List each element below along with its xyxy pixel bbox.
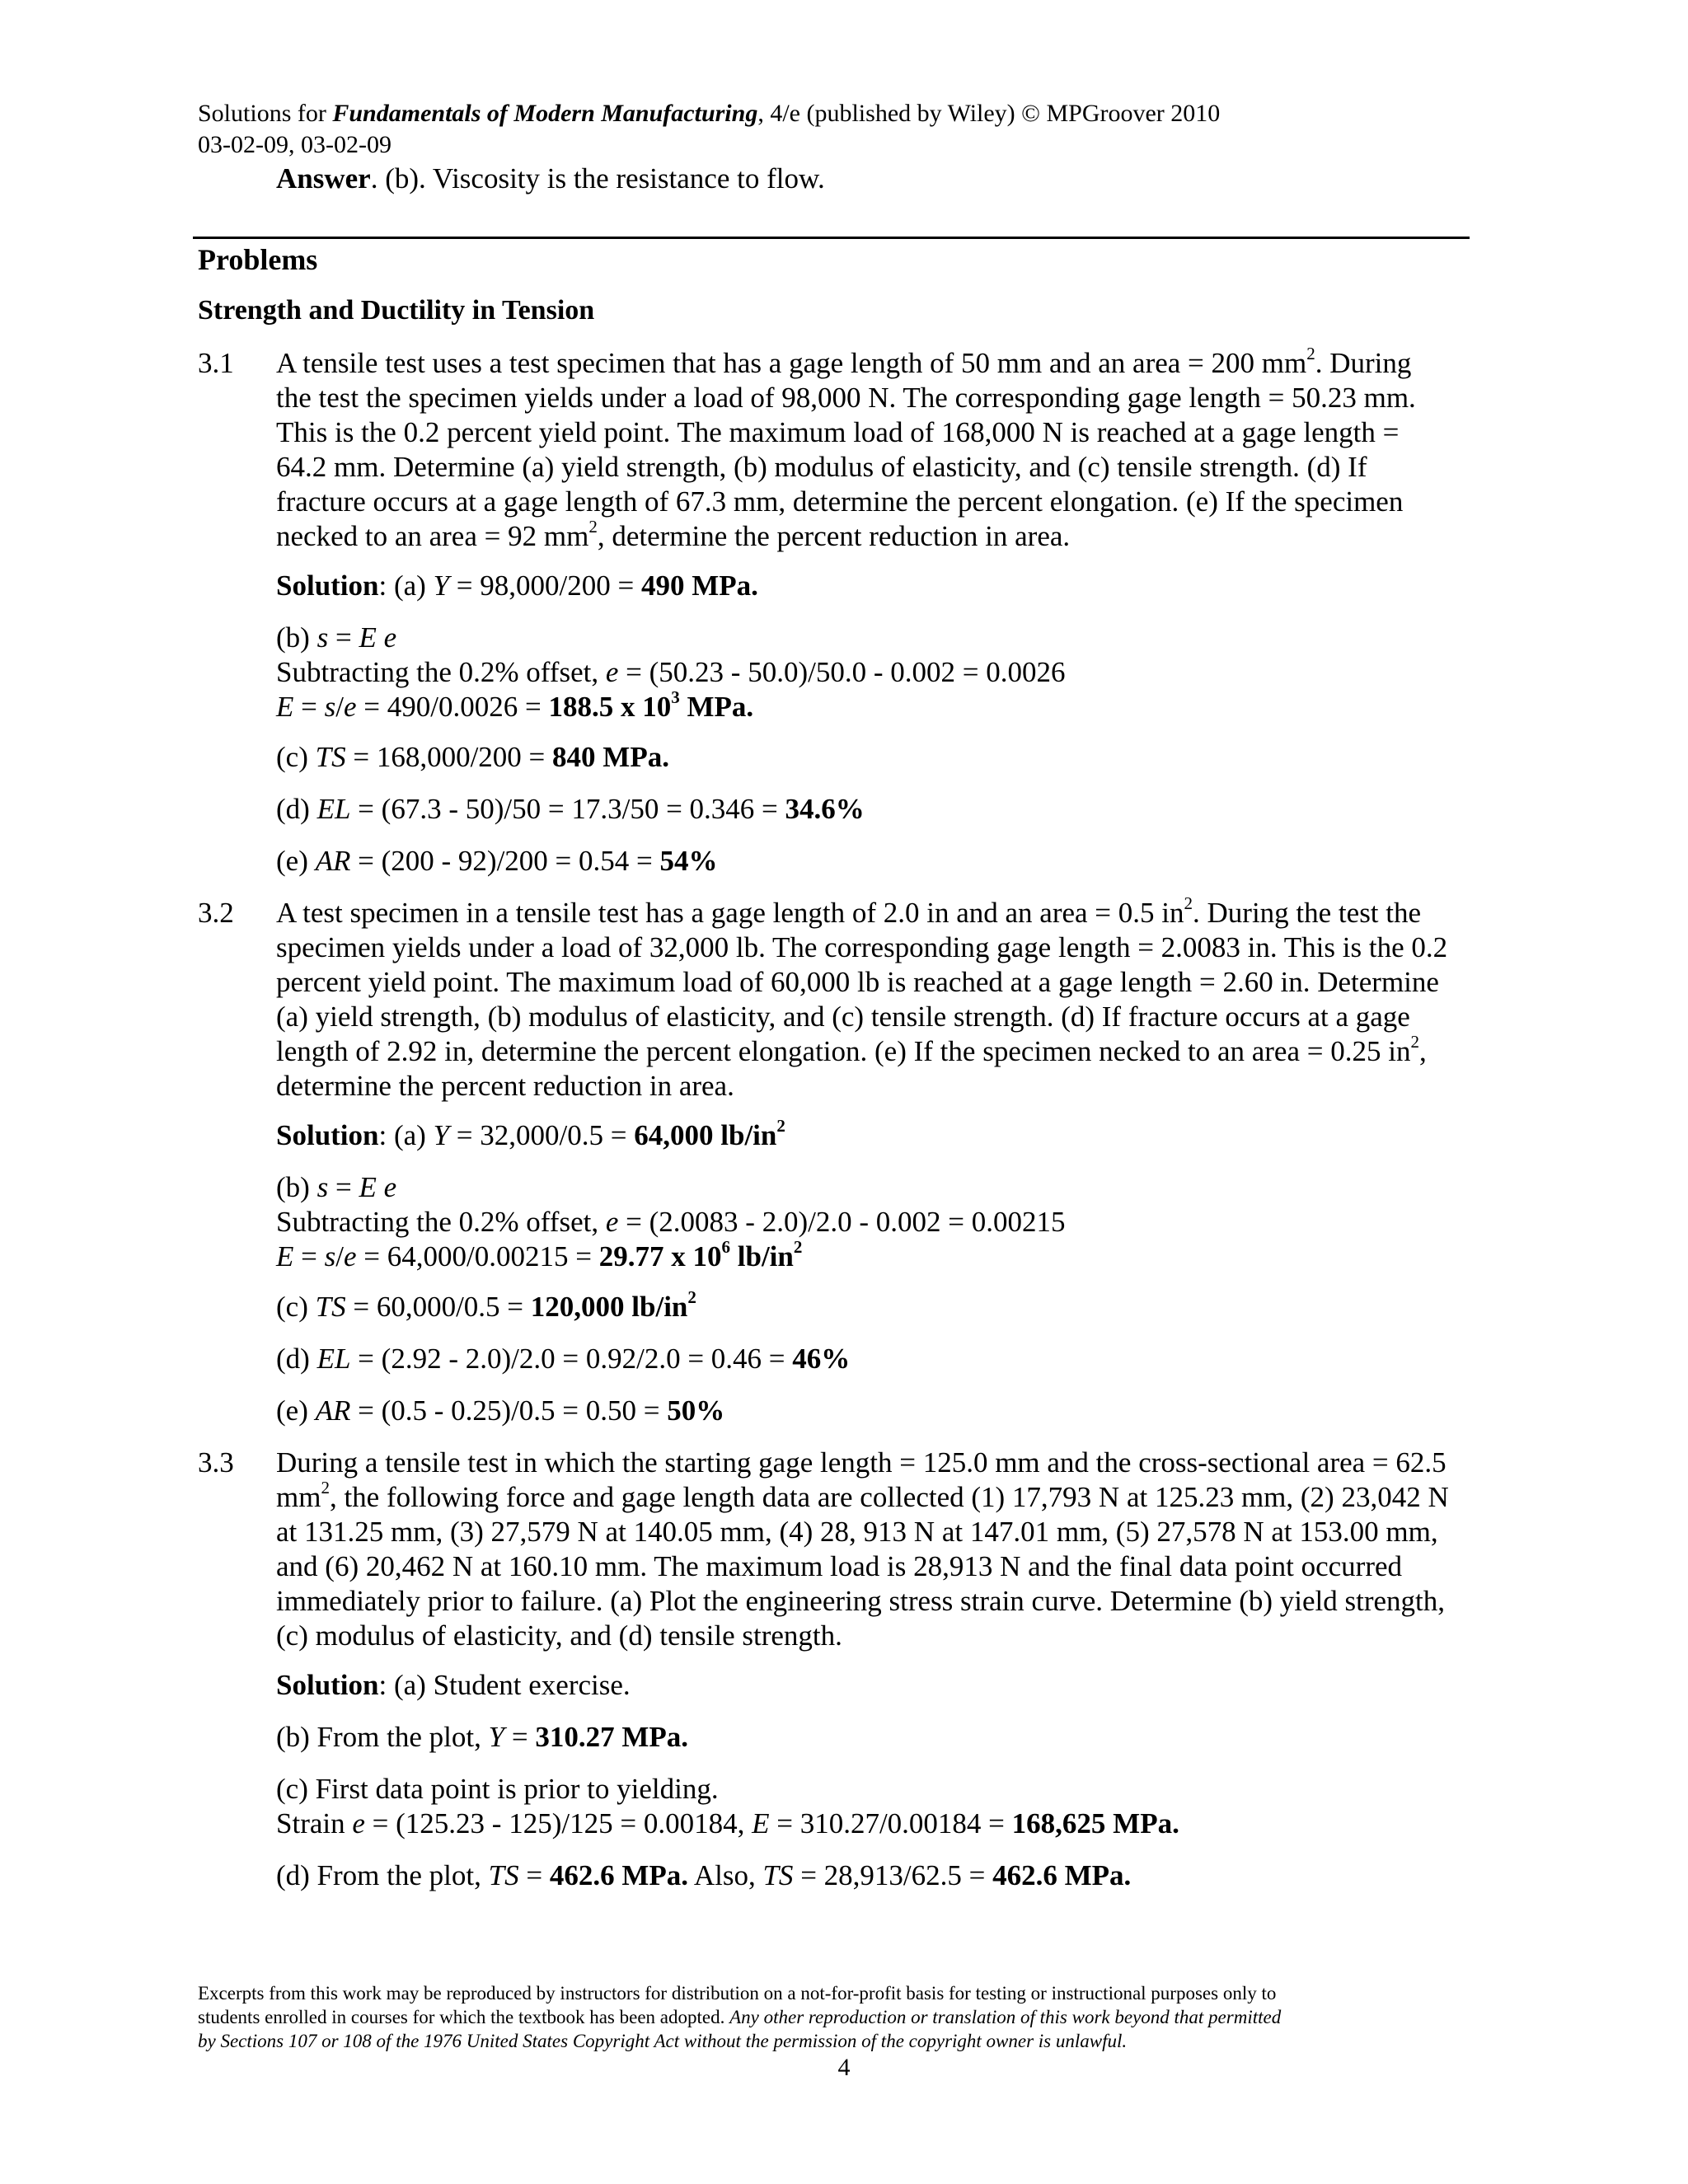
solution-3-1-c: (c) TS = 168,000/200 = 840 MPa. xyxy=(276,741,669,773)
problem-line: fracture occurs at a gage length of 67.3 mm, determine the percent elongation. (e) If the specimen xyxy=(276,485,1404,518)
problem-line: (c) modulus of elasticity, and (d) tensile strength. xyxy=(276,1619,842,1652)
section-title: Problems xyxy=(198,243,318,276)
problem-line: 64.2 mm. Determine (a) yield strength, (b) modulus of elasticity, and (c) tensile strength. (d) If xyxy=(276,451,1367,483)
solution-3-2-c: (c) TS = 60,000/0.5 = 120,000 $lb/in^2$ xyxy=(276,1287,696,1323)
answer-label: Answer xyxy=(276,162,371,194)
problem-line: percent yield point. The maximum load of 60,000 lb is reached at a gage length = 2.60 in. Determine xyxy=(276,966,1439,998)
problem-line: at 131.25 mm, (3) 27,579 N at 140.05 mm, (4) 28, 913 N at 147.01 mm, (5) 27,578 N at 153.00 mm, xyxy=(276,1516,1438,1548)
problem-line: A tensile test uses a test specimen that has a gage length of 50 mm and an area = 200 $mm^2$. During xyxy=(276,344,1412,379)
problem-line: length of 2.92 in, determine the percent elongation. (e) If the specimen necked to an area = 0.25 $in^2$, xyxy=(276,1032,1427,1067)
problem-line: $mm^2$, the following force and gage length data are collected (1) 17,793 N at 125.23 mm, (2) 23,042 N xyxy=(276,1478,1449,1513)
problem-number-3-1: 3.1 xyxy=(198,347,234,379)
header-prefix: Solutions for xyxy=(198,100,333,127)
problem-line: necked to an area = 92 $mm^2$, determine the percent reduction in area. xyxy=(276,517,1071,552)
header-book-title: Fundamentals of Modern Manufacturing xyxy=(332,100,758,127)
problem-line: A test specimen in a tensile test has a gage length of 2.0 in and an area = 0.5 $in^2$. During the test the xyxy=(276,893,1422,929)
problem-number-3-3: 3.3 xyxy=(198,1446,234,1479)
page-number: 4 xyxy=(837,2054,851,2081)
header-suffix: , 4/e (published by Wiley) © MPGroover 2010 xyxy=(757,100,1221,127)
solution-3-1-d: (d) EL = (67.3 - 50)/50 = 17.3/50 = 0.346 = 34.6% xyxy=(276,793,865,825)
footer-line: Excerpts from this work may be reproduced by instructors for distribution on a not-for-profit basis for testing or instructional purposes only to xyxy=(198,1983,1277,2004)
problem-3-2-statement xyxy=(276,893,1463,1104)
solution-3-2-b: (b) s = E e Subtracting the 0.2% offset, e = (2.0083 - 2.0)/2.0 - 0.002 = 0.00215 E = s/e = 64,000/0.00215 = 29.77 x $10^6$ $lb/in^2$ xyxy=(276,1171,1066,1272)
problem-line: This is the 0.2 percent yield point. The maximum load of 168,000 N is reached at a gage length = xyxy=(276,416,1400,448)
problem-3-3-statement xyxy=(276,1446,1463,1653)
answer-line xyxy=(276,162,825,196)
header-codes: 03-02-09, 03-02-09 xyxy=(198,131,392,158)
footer-line: students enrolled in courses for which the textbook has been adopted. Any other reproduction or translation of this work beyond that permitted xyxy=(198,2007,1282,2027)
solution-3-1-a: Solution: (a) Y = 98,000/200 = 490 MPa. xyxy=(276,569,758,602)
footer-line: by Sections 107 or 108 of the 1976 United States Copyright Act without the permission of the copyright owner is unlawful. xyxy=(198,2031,1128,2051)
problem-line: and (6) 20,462 N at 160.10 mm. The maximum load is 28,913 N and the final data point occurred xyxy=(276,1550,1403,1582)
header-line xyxy=(198,99,1220,129)
solution-3-2-d: (d) EL = (2.92 - 2.0)/2.0 = 0.92/2.0 = 0.46 = 46% xyxy=(276,1343,851,1375)
solution-3-3-d: (d) From the plot, TS = 462.6 MPa. Also, TS = 28,913/62.5 = 462.6 MPa. xyxy=(276,1859,1132,1891)
problem-line: the test the specimen yields under a load of 98,000 N. The corresponding gage length = 50.23 mm. xyxy=(276,382,1416,414)
section-subtitle: Strength and Ductility in Tension xyxy=(198,295,595,326)
solution-3-3-b: (b) From the plot, Y = 310.27 MPa. xyxy=(276,1721,689,1753)
problem-number-3-2: 3.2 xyxy=(198,897,234,929)
solution-3-3-a: Solution: (a) Student exercise. xyxy=(276,1669,631,1701)
copyright-footer xyxy=(198,1981,1484,2053)
answer-text: . (b). Viscosity is the resistance to flow. xyxy=(370,162,825,194)
solution-3-1-b: (b) s = E e Subtracting the 0.2% offset, e = (50.23 - 50.0)/50.0 - 0.002 = 0.0026 E = s/e = 490/0.0026 = 188.5 x $10^3$ MPa. xyxy=(276,621,1066,723)
problem-3-1-statement xyxy=(276,346,1463,554)
solution-3-2-a: Solution: (a) Y = 32,000/0.5 = 64,000 $lb/in^2$ xyxy=(276,1116,785,1151)
problem-line: During a tensile test in which the starting gage length = 125.0 mm and the cross-sectional area = 62.5 xyxy=(276,1446,1447,1479)
problem-line: determine the percent reduction in area. xyxy=(276,1070,734,1102)
solution-3-3-c: (c) First data point is prior to yielding. Strain e = (125.23 - 125)/125 = 0.00184, E = 310.27/0.00184 = 168,625 MPa. xyxy=(276,1773,1179,1840)
problem-line: (a) yield strength, (b) modulus of elasticity, and (c) tensile strength. (d) If fracture occurs at a gage xyxy=(276,1001,1410,1033)
horizontal-rule xyxy=(193,237,1470,239)
problem-line: specimen yields under a load of 32,000 lb. The corresponding gage length = 2.0083 in. This is the 0.2 xyxy=(276,931,1448,963)
solution-3-1-e: (e) AR = (200 - 92)/200 = 0.54 = 54% xyxy=(276,845,718,877)
solution-3-2-e: (e) AR = (0.5 - 0.25)/0.5 = 0.50 = 50% xyxy=(276,1394,725,1427)
problem-line: immediately prior to failure. (a) Plot the engineering stress strain curve. Determine (b) yield strength, xyxy=(276,1585,1446,1617)
